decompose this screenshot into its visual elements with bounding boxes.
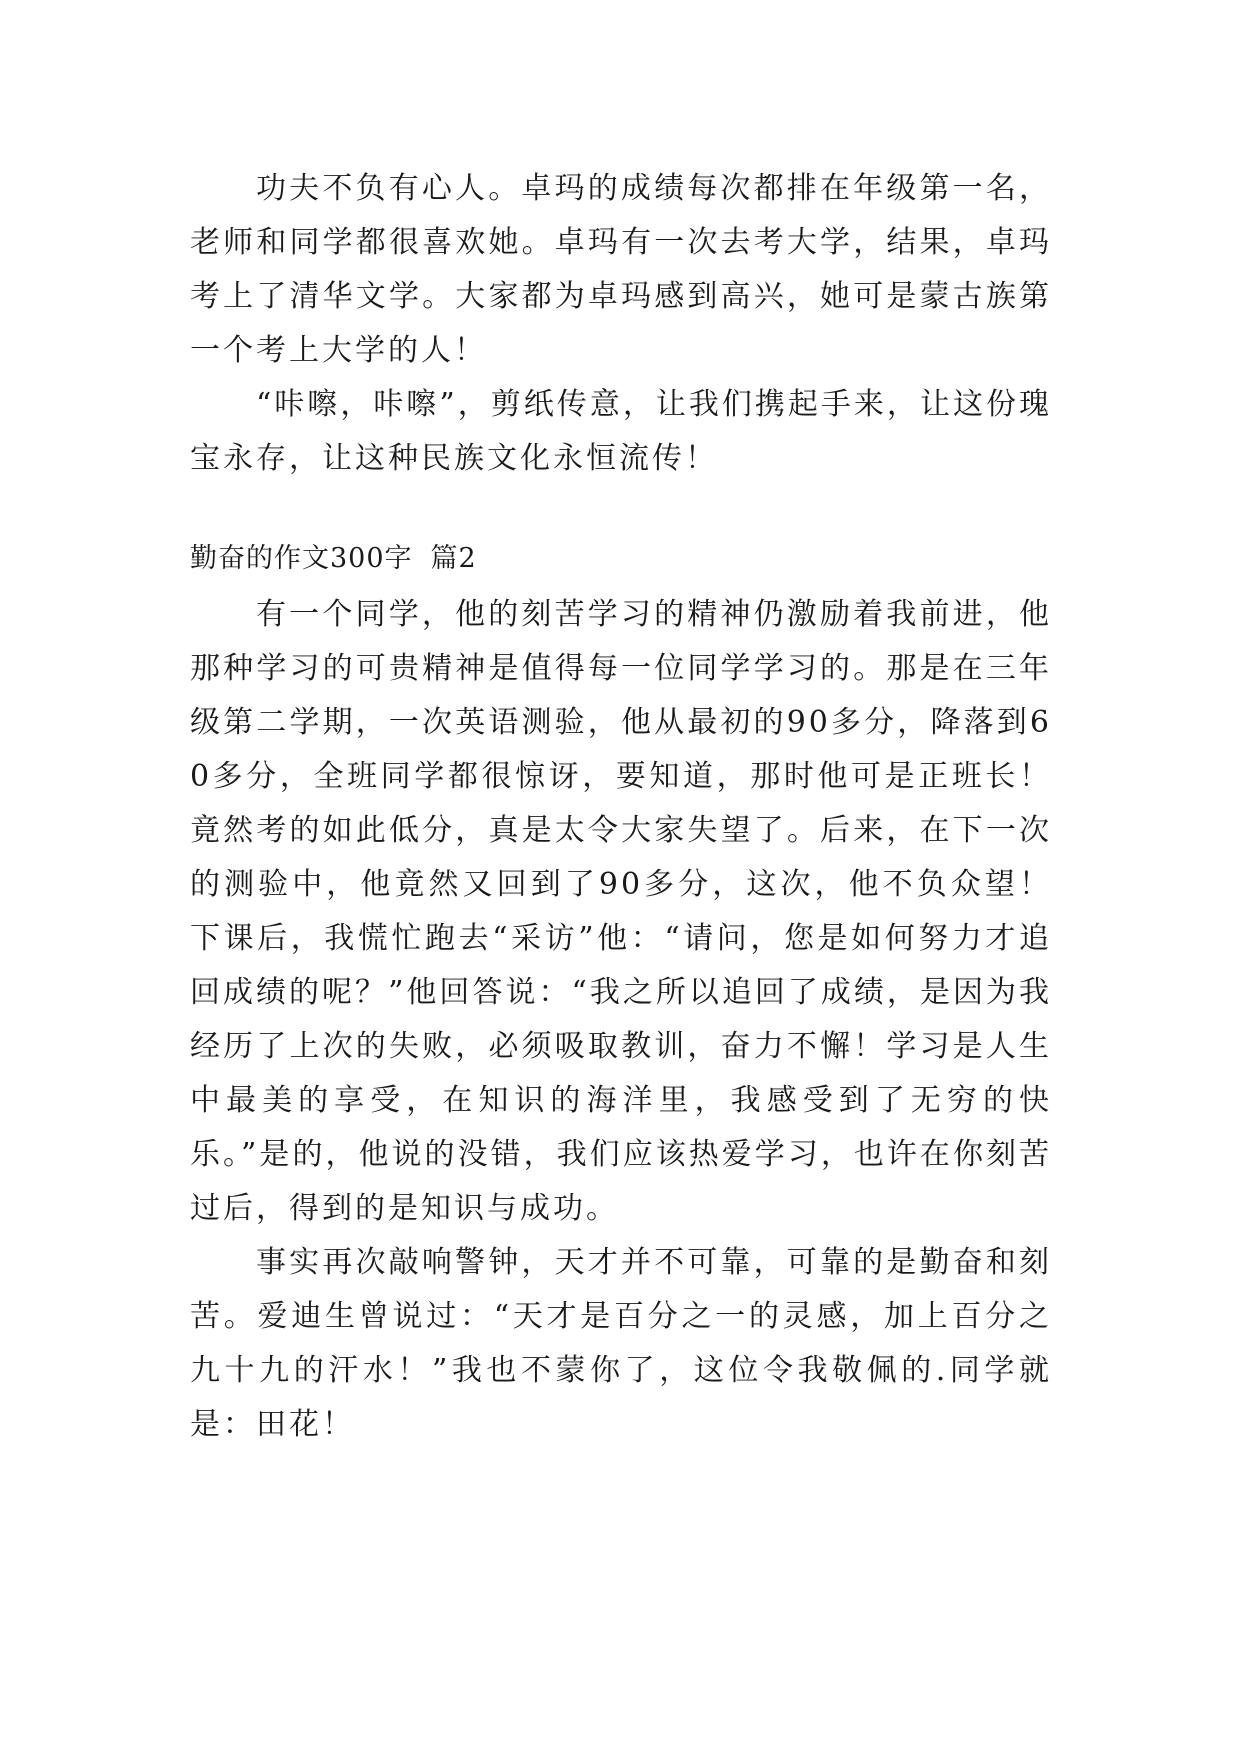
- document-body: [190, 162, 1052, 1452]
- section-heading-title: 勤奋的作文300字: [190, 543, 413, 574]
- paragraph-conclusion: 事实再次敲响警钟，天才并不可靠，可靠的是勤奋和刻苦。爱迪生曾说过：“天才是百分之一的灵感，加上百分之九十九的汗水！”我也不蒙你了，这位令我敬佩的.同学就是：田花！: [190, 1245, 1052, 1442]
- section-heading-number: 篇2: [430, 543, 477, 574]
- paragraph-classmate-story: 有一个同学，他的刻苦学习的精神仍激励着我前进，他那种学习的可贵精神是值得每一位同学学习的。那是在三年级第二学期，一次英语测验，他从最初的90多分，降落到60多分，全班同学都很惊讶，要知道，那时他可是正班长！竟然考的如此低分，真是太令大家失望了。后来，在下一次的测验中，他竟然又回到了90多分，这次，他不负众望！下课后，我慌忙跑去“采访”他：“请问，您是如何努力才追回成绩的呢？”他回答说：“我之所以追回了成绩，是因为我经历了上次的失败，必须吸取教训，奋力不懈！学习是人生中最美的享受，在知识的海洋里，我感受到了无穷的快乐。”是的，他说的没错，我们应该热爱学习，也许在你刻苦过后，得到的是知识与成功。: [190, 597, 1052, 1226]
- paragraph-paper-cutting: “咔嚓，咔嚓”，剪纸传意，让我们携起手来，让这份瑰宝永存，让这种民族文化永恒流传！: [190, 387, 1052, 476]
- paragraph-hard-work-result: 功夫不负有心人。卓玛的成绩每次都排在年级第一名，老师和同学都很喜欢她。卓玛有一次去考大学，结果，卓玛考上了清华文学。大家都为卓玛感到高兴，她可是蒙古族第一个考上大学的人！: [190, 171, 1052, 368]
- section-heading: [190, 530, 1052, 588]
